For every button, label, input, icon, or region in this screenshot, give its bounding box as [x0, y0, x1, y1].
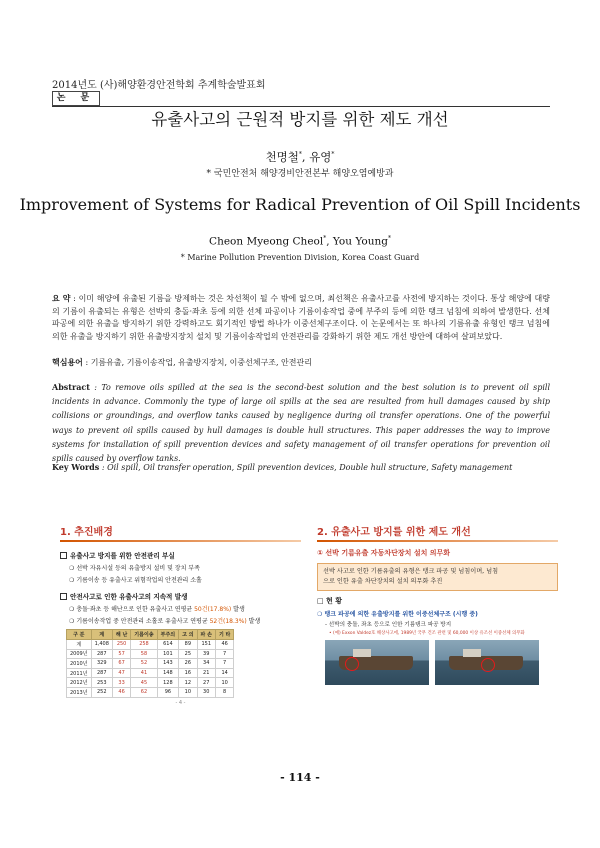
author1-ko-mark: * [298, 151, 302, 159]
slide1-heading: 1. 추진배경 [60, 527, 113, 538]
table-header-cell: 기 타 [215, 630, 233, 640]
table-row [67, 678, 234, 688]
table-cell: 30 [197, 687, 215, 697]
table-cell: 329 [91, 659, 112, 669]
red-circle-marker-icon [345, 657, 359, 671]
table-cell: 7 [215, 649, 233, 659]
author2-en: You Young [332, 235, 388, 248]
slide1-item1 [60, 550, 301, 560]
keywords-ko-text: : 기름유출, 기름이송작업, 유출방지장치, 이중선체구조, 안전관리 [82, 358, 312, 367]
author1-en-mark: * [323, 235, 327, 242]
table-cell: 2012년 [67, 678, 92, 688]
slide2-subheading: ① 선박 기름유출 자동차단장치 설치 의무화 [317, 549, 451, 557]
table-cell: 8 [215, 687, 233, 697]
table-cell: 252 [91, 687, 112, 697]
slide1-item1-sub2-text: 기름이송 등 유출사고 위험작업의 안전관리 소홀 [76, 577, 202, 584]
table-header-cell: 고 의 [179, 630, 197, 640]
affiliation-english: * Marine Pollution Prevention Division, Korea Coast Guard [180, 253, 420, 262]
table-cell: 46 [112, 687, 130, 697]
table-row [67, 687, 234, 697]
keywords-ko-label: 핵심용어 [52, 357, 83, 367]
table-row [67, 640, 234, 650]
table-header-cell: 구 분 [67, 630, 92, 640]
ship-photo-right [435, 640, 539, 685]
title-english: Improvement of Systems for Radical Prevention of Oil Spill Incidents [19, 195, 581, 214]
abstract-korean [52, 292, 550, 343]
table-cell: 58 [131, 649, 157, 659]
table-header-cell: 해 난 [112, 630, 130, 640]
keywords-english [52, 461, 550, 475]
slide2-box-line1: 선박 사고로 인한 기름유출의 유형은 탱크 파공 및 넘침이며, 넘침 [323, 568, 499, 575]
table-cell: 62 [131, 687, 157, 697]
slide2-box-line2: 으로 인한 유출 차단장치의 설치 의무화 추진 [323, 578, 443, 585]
slide1-item1-text: 유출사고 방지를 위한 안전관리 부실 [70, 552, 175, 560]
page-number: - 114 - [280, 771, 320, 784]
slide2-heading-rule [317, 540, 558, 542]
table-row [67, 649, 234, 659]
author2-ko: 유영 [309, 150, 332, 164]
slide1-item2-sub1-highlight: 50건(17.8%) [194, 606, 232, 613]
table-cell: 12 [179, 678, 197, 688]
slide1-heading-rule [60, 540, 301, 542]
slide2-line3: • (예) Exxon Valdez호 해상사고에, 1989년 국무 건조 관련 및 60,000 이상 유조선 이중선체 의무화 [329, 631, 525, 636]
table-header-row [67, 630, 234, 640]
table-cell: 47 [112, 668, 130, 678]
red-circle-marker-icon [481, 658, 495, 672]
bullet-circle-icon: ❍ [69, 606, 75, 613]
authors-english: Cheon Myeong Cheol*, You Young* [209, 235, 391, 248]
table-row [67, 668, 234, 678]
authors-korean: 천명철*, 유영* [265, 150, 335, 164]
table-cell: 34 [197, 659, 215, 669]
slide1-item1-sub1-text: 선박 자유시설 등의 유출방지 설비 및 장치 부족 [76, 565, 200, 572]
table-cell: 2011년 [67, 668, 92, 678]
table-cell: 10 [179, 687, 197, 697]
table-cell: 계 [67, 640, 92, 650]
table-row [67, 659, 234, 669]
ship-photo-left [325, 640, 429, 685]
table-cell: 16 [179, 668, 197, 678]
checkbox-square-icon [60, 593, 67, 600]
table-cell: 7 [215, 659, 233, 669]
table-cell: 2013년 [67, 687, 92, 697]
checkbox-square-icon [60, 552, 67, 559]
abstract-en-label: Abstract [52, 382, 90, 392]
bullet-circle-icon: ❍ [69, 565, 75, 572]
table-header-cell: 부주의 [157, 630, 179, 640]
table-cell: 52 [131, 659, 157, 669]
table-cell: 101 [157, 649, 179, 659]
keywords-en-text: : Oil spill, Oil transfer operation, Spill prevention devices, Double hull structure, Safety management [99, 463, 513, 472]
slide1-item2-sub2 [69, 616, 301, 625]
table-cell: 26 [179, 659, 197, 669]
table-cell: 41 [131, 668, 157, 678]
abstract-ko-label: 요 약 [52, 293, 71, 303]
author1-en: Cheon Myeong Cheol [209, 235, 324, 248]
bullet-circle-icon: ❍ [69, 577, 75, 584]
paper-type-badge: 논 문 [52, 91, 100, 106]
table-cell: 258 [131, 640, 157, 650]
slide1-item2-sub2-highlight: 52건(18.3%) [209, 618, 247, 625]
title-korean: 유출사고의 근원적 방지를 위한 제도 개선 [151, 110, 449, 129]
table-cell: 33 [112, 678, 130, 688]
slide-background [317, 523, 558, 716]
author1-ko: 천명철 [265, 150, 299, 164]
table-cell: 96 [157, 687, 179, 697]
table-cell: 143 [157, 659, 179, 669]
table-header-cell: 계 [91, 630, 112, 640]
author2-ko-mark: * [331, 151, 335, 159]
tanker-deck-shape [463, 649, 481, 657]
table-cell: 614 [157, 640, 179, 650]
table-cell: 287 [91, 668, 112, 678]
slide1-page-mark: - 4 - [175, 699, 186, 706]
table-cell: 46 [215, 640, 233, 650]
slide2-line2: - 선박의 충돌, 좌초 등으로 인한 기름탱크 파공 방지 [325, 622, 452, 628]
slide1-item2-sub1-text: 충돌·좌초 등 해난으로 인한 유출사고 연평균 [76, 606, 195, 613]
slide1-item1-sub1 [69, 563, 301, 572]
conference-header: 2014년도 (사)해양환경안전학회 추계학술발표회 [52, 80, 266, 91]
keywords-korean [52, 356, 550, 370]
slide1-item1-sub2 [69, 575, 301, 584]
table-cell: 14 [215, 668, 233, 678]
abstract-ko-text: : 이미 해양에 유출된 기름을 방제하는 것은 차선책이 될 수 밖에 없으며, 최선책은 유출사고를 사전에 방지하는 것이다. 통상 해양에 대량의 기름이 유출되는 유형은 선박의 충돌·좌초 등에 의한 선체 파공이나 기름이송작업 중에 부주의 등에 의한 탱크 넘침에 의하여 발생한다. 선체 파공에 의한 유출을 방지하기 위한 강력하고도 회기적인 방법 하나가 이중선체구조이다. 이 논문에서는 또 하나의 기름유출 유형인 탱크 넘침에 의한 유출을 방지하기 위한 유출방지장치 설치 및 기름이송작업의 안전관리를 강화하기 위한 제도 개선 방안에 대하여 살펴보았다. [52, 294, 550, 341]
abstract-english [52, 380, 550, 466]
table-cell: 2009년 [67, 649, 92, 659]
slide1-item2-sub2-text: 기름이송작업 중 안전관리 소홀로 유출사고 연평균 [76, 618, 210, 625]
keywords-en-label: Key Words [52, 462, 100, 472]
table-cell: 45 [131, 678, 157, 688]
slide-background [60, 523, 301, 716]
oil-spill-stats-table [66, 629, 234, 698]
table-cell: 151 [197, 640, 215, 650]
table-cell: 287 [91, 649, 112, 659]
ship-photos [325, 640, 558, 685]
table-cell: 21 [197, 668, 215, 678]
table-header-cell: 파 손 [197, 630, 215, 640]
slide2-line1: ❍ 탱크 파공에 의한 유출방지를 위한 이중선체구조 (시행 중) [317, 611, 478, 618]
table-cell: 67 [112, 659, 130, 669]
tanker-deck-shape [353, 649, 371, 657]
table-cell: 10 [215, 678, 233, 688]
table-cell: 253 [91, 678, 112, 688]
table-cell: 1,408 [91, 640, 112, 650]
table-cell: 27 [197, 678, 215, 688]
slide1-item2-sub2-tail: 발생 [246, 618, 261, 625]
table-header-cell: 기름이송 [131, 630, 157, 640]
abstract-en-text: : To remove oils spilled at the sea is the second-best solution and the best solution is to prevent oil spill incidents in advance. Commonly the type of large oil spills at the sea are resulted from hull damages caused by ship collisions or groundings, and overflow tanks caused by negligence during oil transfer operations. One of the powerful ways to prevent oil spills caused by hull damages is double hull structures. This paper addresses the way to improve systems for installation of spill prevention devices and safety management of oil transfer operations for prevention oil spills caused by overflow tanks. [52, 383, 550, 464]
slide1-item2-sub1 [69, 604, 301, 613]
affiliation-korean: * 국민안전처 해양경비안전본부 해양오염예방과 [206, 169, 394, 179]
author2-en-mark: * [387, 235, 391, 242]
table-cell: 250 [112, 640, 130, 650]
bullet-circle-icon: ❍ [69, 618, 75, 625]
slide1-item2 [60, 591, 301, 601]
table-cell: 57 [112, 649, 130, 659]
table-cell: 25 [179, 649, 197, 659]
table-cell: 39 [197, 649, 215, 659]
slide1-item2-text: 안전사고로 인한 유출사고의 지속적 발생 [70, 593, 188, 601]
slide2-summary-box [317, 563, 558, 591]
table-cell: 148 [157, 668, 179, 678]
table-cell: 128 [157, 678, 179, 688]
slide1-item2-sub1-tail: 발생 [231, 606, 245, 613]
slide2-heading: 2. 유출사고 방지를 위한 제도 개선 [317, 527, 471, 538]
table-cell: 89 [179, 640, 197, 650]
slide2-current-label: □ 현 황 [317, 597, 343, 605]
table-cell: 2010년 [67, 659, 92, 669]
